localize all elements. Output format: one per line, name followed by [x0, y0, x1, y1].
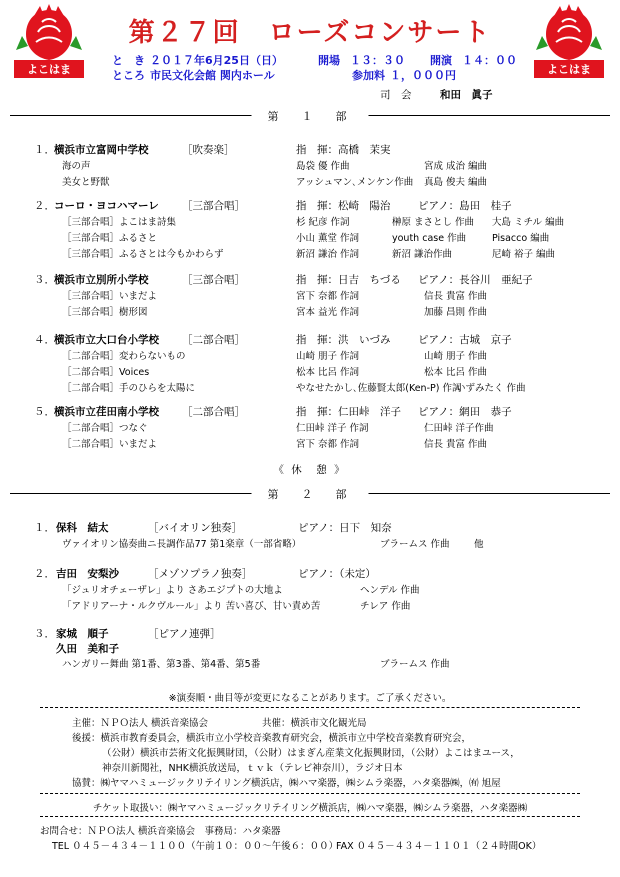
group-genre: ［三部合唱］ [182, 274, 245, 286]
piece-credit: ブラームス 作曲 [380, 659, 450, 670]
pianist: ピアノ：島田 桂子 [418, 200, 512, 212]
divider-bottom [40, 816, 580, 817]
piece-credit: チレア 作曲 [360, 601, 411, 612]
performer-name-2: 久田 美和子 [56, 643, 119, 655]
piece-credit: 大島 ミチル 編曲 [492, 217, 565, 228]
performer-name: 家城 順子 [56, 628, 109, 640]
mc-label: 司 会 [380, 89, 412, 101]
piece-credit: 山崎 朋子 作詞 [296, 351, 360, 362]
date-value: ２０１７年6月25日（日） [150, 54, 283, 67]
open-time: １３：３０ [350, 54, 405, 67]
piece-title: ［二部合唱］手のひらを太陽に [62, 383, 196, 394]
piece-title: ハンガリー舞曲 第1番、第3番、第4番、第5番 [62, 659, 261, 670]
piece-credit: 信長 貴富 作曲 [424, 439, 488, 450]
piece-title: ［二部合唱］Voices [62, 367, 150, 378]
group-number: ５． [34, 406, 55, 418]
piece-credit: 宮下 奈都 作詞 [296, 439, 360, 450]
group-genre: ［二部合唱］ [182, 334, 245, 346]
open-label: 開場 [318, 54, 340, 67]
support-line-2: （公財）横浜市芸術文化振興財団，（公財）はまぎん産業文化振興財団，（公財）よこはまユース， [102, 748, 520, 759]
cooperation: 協賛：㈱ヤマハミュージックリテイリング横浜店，㈱ハマ楽器，㈱シムラ楽器，ハタ楽器㈱，㈲ 旭屋 [72, 778, 501, 789]
group-name: コーロ・ヨコハマーレ [54, 200, 159, 212]
part1-header [10, 108, 610, 122]
performer-name: 吉田 安梨沙 [56, 568, 119, 580]
piece-credit: いずみたく 作曲 [456, 383, 526, 394]
pianist: ピアノ：日下 知奈 [298, 522, 392, 534]
piece-title: ヴァイオリン協奏曲ニ長調作品77 第1楽章（一部省略） [62, 539, 302, 550]
conductor: 指 揮：高橋 茉実 [296, 144, 391, 156]
performer-number: ３． [34, 628, 55, 640]
piece-title: 海の声 [62, 161, 91, 172]
logo-text-left: よこはま [27, 63, 71, 76]
group-number: ２． [34, 200, 55, 212]
pianist: ピアノ：古城 京子 [418, 334, 512, 346]
performer-genre: ［バイオリン独奏］ [148, 522, 243, 534]
group-genre: ［吹奏楽］ [182, 144, 235, 156]
piece-credit: 宮下 奈都 作詞 [296, 291, 360, 302]
date-label: と き [112, 54, 145, 67]
fee-label: 参加料 [352, 69, 385, 82]
piece-credit: 新沼 謙治作曲 [392, 249, 453, 260]
piece-credit: ブラームス 作曲 [380, 539, 450, 550]
performer-number: ２． [34, 568, 55, 580]
piece-credit: 信長 貴富 作曲 [424, 291, 488, 302]
piece-credit: 榊原 まさとし 作曲 [392, 217, 475, 228]
group-number: １． [34, 144, 55, 156]
piece-credit: やなせたかし､佐藤賢太郎(Ken-P) 作詞 [296, 383, 462, 394]
pianist: ピアノ：（未定） [298, 568, 376, 580]
divider-top [40, 707, 580, 708]
piece-title: ［二部合唱］いまだよ [62, 439, 158, 450]
piece-credit: 山崎 朋子 作曲 [424, 351, 488, 362]
group-name: 横浜市立荏田南小学校 [54, 406, 159, 418]
piece-credit: 新沼 謙治 作詞 [296, 249, 360, 260]
place-label: ところ [112, 69, 145, 82]
contact-line: お問合せ：ＮＰＯ法人 横浜音楽協会 事務局：ハタ楽器 [40, 826, 281, 837]
part2-label: 第 ２ 部 [252, 486, 369, 502]
piece-title: 美女と野獣 [62, 177, 110, 188]
pianist: ピアノ：網田 恭子 [418, 406, 512, 418]
start-label: 開演 [430, 54, 452, 67]
piece-title: 「ジュリオチェーザレ」より さあエジプトの大地よ [62, 585, 283, 596]
piece-credit: 加藤 昌則 作曲 [424, 307, 488, 318]
piece-title: ［三部合唱］樹形図 [62, 307, 148, 318]
group-name: 横浜市立富岡中学校 [54, 144, 149, 156]
piece-title: ［三部合唱］いまだよ [62, 291, 158, 302]
piece-credit: 宮成 成治 編曲 [424, 161, 488, 172]
piece-credit: 宮本 益光 作詞 [296, 307, 360, 318]
contact-fax: FAX ０４５－４３４－１１０１（２４時間OK） [336, 841, 542, 852]
piece-credit: 真島 俊夫 編曲 [424, 177, 488, 188]
group-name: 横浜市立大口台小学校 [54, 334, 159, 346]
conductor: 指 揮：日吉 ちづる [296, 274, 401, 286]
divider-mid [40, 793, 580, 794]
ticket-outlets: チケット取扱い：㈱ヤマハミュージックリテイリング横浜店，㈱ハマ楽器，㈱シムラ楽器，ハタ楽器㈱ [92, 803, 528, 814]
performer-genre: ［メゾソプラノ独奏］ [148, 568, 253, 580]
piece-credit: 尼崎 裕子 編曲 [492, 249, 556, 260]
piece-credit: 松本 比呂 作曲 [424, 367, 488, 378]
conductor: 指 揮：洪 いづみ [296, 334, 391, 346]
organizer: 主催：ＮＰＯ法人 横浜音楽協会 [72, 718, 209, 729]
group-number: ４． [34, 334, 55, 346]
group-name: 横浜市立別所小学校 [54, 274, 149, 286]
performer-number: １． [34, 522, 55, 534]
piece-title: ［二部合唱］変わらないもの [62, 351, 186, 362]
part1-label: 第 １ 部 [252, 108, 369, 124]
piece-title: ［三部合唱］ふるさとは今もかわらず [62, 249, 224, 260]
group-number: ３． [34, 274, 55, 286]
performer-name: 保科 結太 [56, 522, 109, 534]
conductor: 指 揮：松崎 陽治 [296, 200, 391, 212]
piece-credit: 仁田峠 洋子作曲 [424, 423, 494, 434]
contact-tel: TEL ０４５－４３４－１１００（午前１０：００～午後６：００） [52, 841, 339, 852]
piece-credit: Pisacco 編曲 [492, 233, 550, 244]
piece-credit: 小山 薫堂 作詞 [296, 233, 360, 244]
conductor: 指 揮：仁田峠 洋子 [296, 406, 401, 418]
piece-credit: 杉 紀彦 作詞 [296, 217, 350, 228]
fee-value: １，０００円 [390, 69, 456, 82]
piece-credit: youth case 作曲 [392, 233, 467, 244]
cohost: 共催：横浜市文化観光局 [262, 718, 367, 729]
piece-title: ［三部合唱］ふるさと [62, 233, 158, 244]
pianist: ピアノ：長谷川 亜紀子 [418, 274, 533, 286]
concert-title: 第２７回 ローズコンサート [128, 18, 492, 48]
piece-credit: アッシュマン､メンケン作曲 [296, 177, 414, 188]
piece-credit: 島袋 優 作曲 [296, 161, 350, 172]
piece-credit: 仁田峠 洋子 作詞 [296, 423, 369, 434]
piece-credit: 他 [474, 539, 484, 550]
piece-credit: 松本 比呂 作詞 [296, 367, 360, 378]
group-genre: ［二部合唱］ [182, 406, 245, 418]
support-line-1: 後援：横浜市教育委員会，横浜市立小学校音楽教育研究会，横浜市立中学校音楽教育研究会， [72, 733, 472, 744]
part2-header [10, 486, 610, 500]
start-time: １４：００ [462, 54, 517, 67]
support-line-3: 神奈川新聞社，NHK横浜放送局，ｔｖｋ（テレビ神奈川），ラジオ日本 [102, 763, 403, 774]
place-value: 市民文化会館 関内ホール [150, 69, 275, 82]
piece-title: ［三部合唱］よこはま詩集 [62, 217, 177, 228]
mc-name: 和田 眞子 [440, 89, 493, 101]
performer-genre: ［ピアノ連弾］ [148, 628, 221, 640]
piece-credit: ヘンデル 作曲 [360, 585, 420, 596]
group-genre: ［三部合唱］ [182, 200, 245, 212]
intermission: 《 休 憩 》 [273, 464, 347, 476]
piece-title: ［二部合唱］つなぐ [62, 423, 148, 434]
change-notice: ※演奏順・曲目等が変更になることがあります。ご了承ください。 [168, 693, 452, 704]
logo-text-right: よこはま [547, 63, 591, 76]
piece-title: 「アドリアーナ・ルクヴルール」より 苦い喜び、甘い責め苦 [62, 601, 321, 612]
